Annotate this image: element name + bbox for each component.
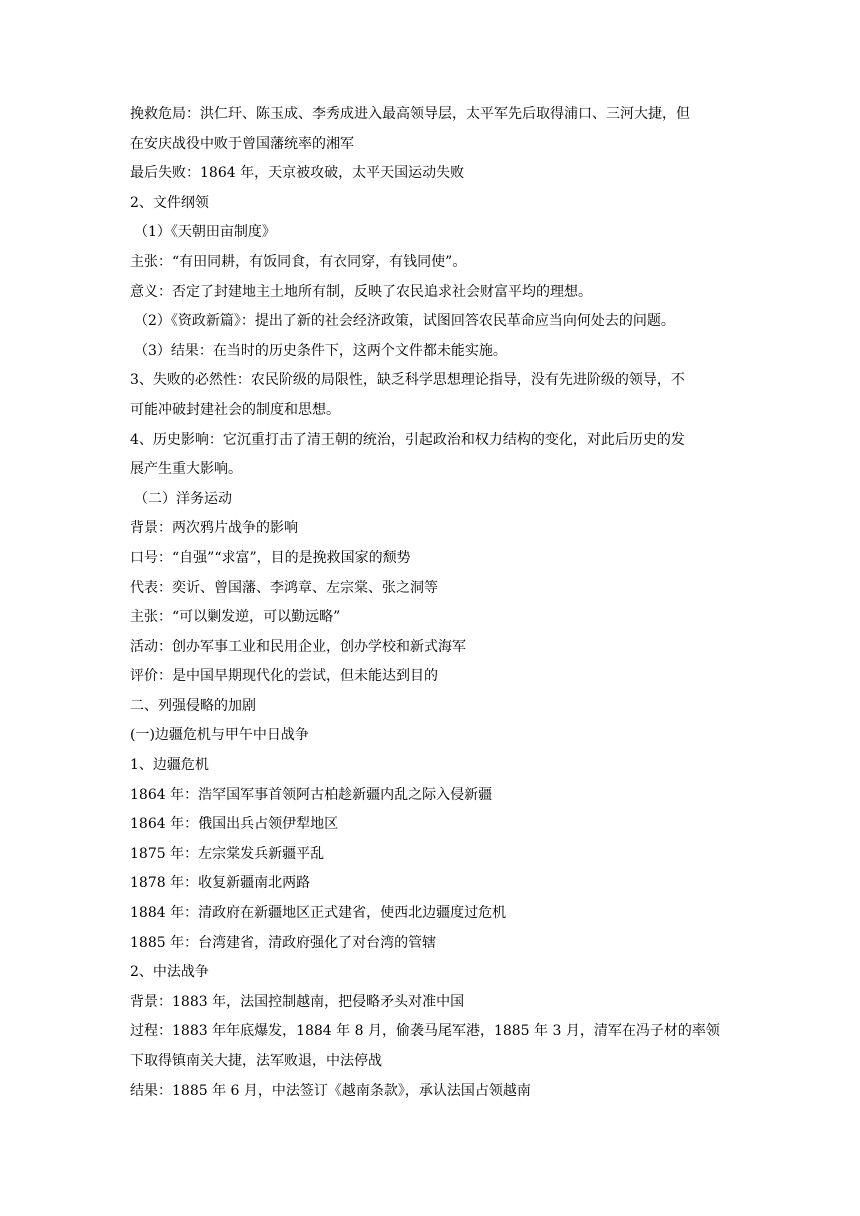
subsection-heading: （1）《天朝田亩制度》 <box>134 224 276 241</box>
text-line: 过程：1883 年年底爆发，1884 年 8 月，偷袭马尾军港，1885 年 3 月，清军在冯子材的率领 <box>130 1023 720 1040</box>
text-line: 3、失败的必然性：农民阶级的局限性，缺乏科学思想理论指导，没有先进阶级的领导，不 <box>130 372 685 389</box>
text-line: 展产生重大影响。 <box>130 461 242 478</box>
text-line: 4、历史影响：它沉重打击了清王朝的统治，引起政治和权力结构的变化，对此后历史的发 <box>130 431 685 448</box>
text-line: 评价：是中国早期现代化的尝试，但未能达到目的 <box>130 668 438 685</box>
text-line: 挽救危局：洪仁玕、陈玉成、李秀成进入最高领导层，太平军先后取得浦口、三河大捷，但 <box>130 106 690 122</box>
text-line: 最后失败：1864 年，天京被攻破，太平天国运动失败 <box>130 165 465 182</box>
text-line: （3）结果：在当时的历史条件下，这两个文件都未能实施。 <box>134 342 507 359</box>
text-line: 可能冲破封建社会的制度和思想。 <box>130 401 340 418</box>
text-line: 活动：创办军事工业和民用企业，创办学校和新式海军 <box>130 638 466 655</box>
text-line: 结果：1885 年 6 月，中法签订《越南条款》，承认法国占领越南 <box>130 1082 531 1099</box>
subsection-heading: 2、中法战争 <box>130 964 209 981</box>
timeline-entry: 1875 年：左宗棠发兵新疆平乱 <box>130 845 325 862</box>
text-line: 背景：1883 年，法国控制越南，把侵略矛头对准中国 <box>130 993 465 1010</box>
text-line: 代表：奕䜣、曾国藩、李鸿章、左宗棠、张之洞等 <box>130 579 438 596</box>
subsection-heading: (一)边疆危机与甲午中日战争 <box>130 727 309 744</box>
subsection-heading: 1、边疆危机 <box>130 757 209 774</box>
timeline-entry: 1884 年：清政府在新疆地区正式建省，使西北边疆度过危机 <box>130 905 507 922</box>
section-heading: （二）洋务运动 <box>134 490 232 507</box>
text-line: 背景：两次鸦片战争的影响 <box>130 520 298 537</box>
section-heading: 2、文件纲领 <box>130 194 209 211</box>
text-line: 下取得镇南关大捷，法军败退，中法停战 <box>130 1053 382 1069</box>
timeline-entry: 1864 年：浩罕国军事首领阿古柏趁新疆内乱之际入侵新疆 <box>130 786 493 803</box>
timeline-entry: 1878 年：收复新疆南北两路 <box>130 875 311 892</box>
timeline-entry: 1864 年：俄国出兵占领伊犁地区 <box>130 816 339 833</box>
text-line: 主张：“有田同耕，有饭同食，有衣同穿，有钱同使”。 <box>130 253 467 270</box>
text-line: 主张：“可以剿发逆，可以勤远略” <box>130 609 341 626</box>
text-line: （2）《资政新篇》：提出了新的社会经济政策，试图回答农民革命应当向何处去的问题。 <box>134 313 675 330</box>
timeline-entry: 1885 年：台湾建省，清政府强化了对台湾的管辖 <box>130 934 437 951</box>
text-line: 意义：否定了封建地主土地所有制，反映了农民追求社会财富平均的理想。 <box>130 283 592 300</box>
text-line: 在安庆战役中败于曾国藩统率的湘军 <box>130 135 354 152</box>
document-body <box>130 100 735 1106</box>
text-line: 口号：“自强”“求富”，目的是挽救国家的颓势 <box>130 549 411 566</box>
section-heading: 二、列强侵略的加剧 <box>130 697 256 714</box>
